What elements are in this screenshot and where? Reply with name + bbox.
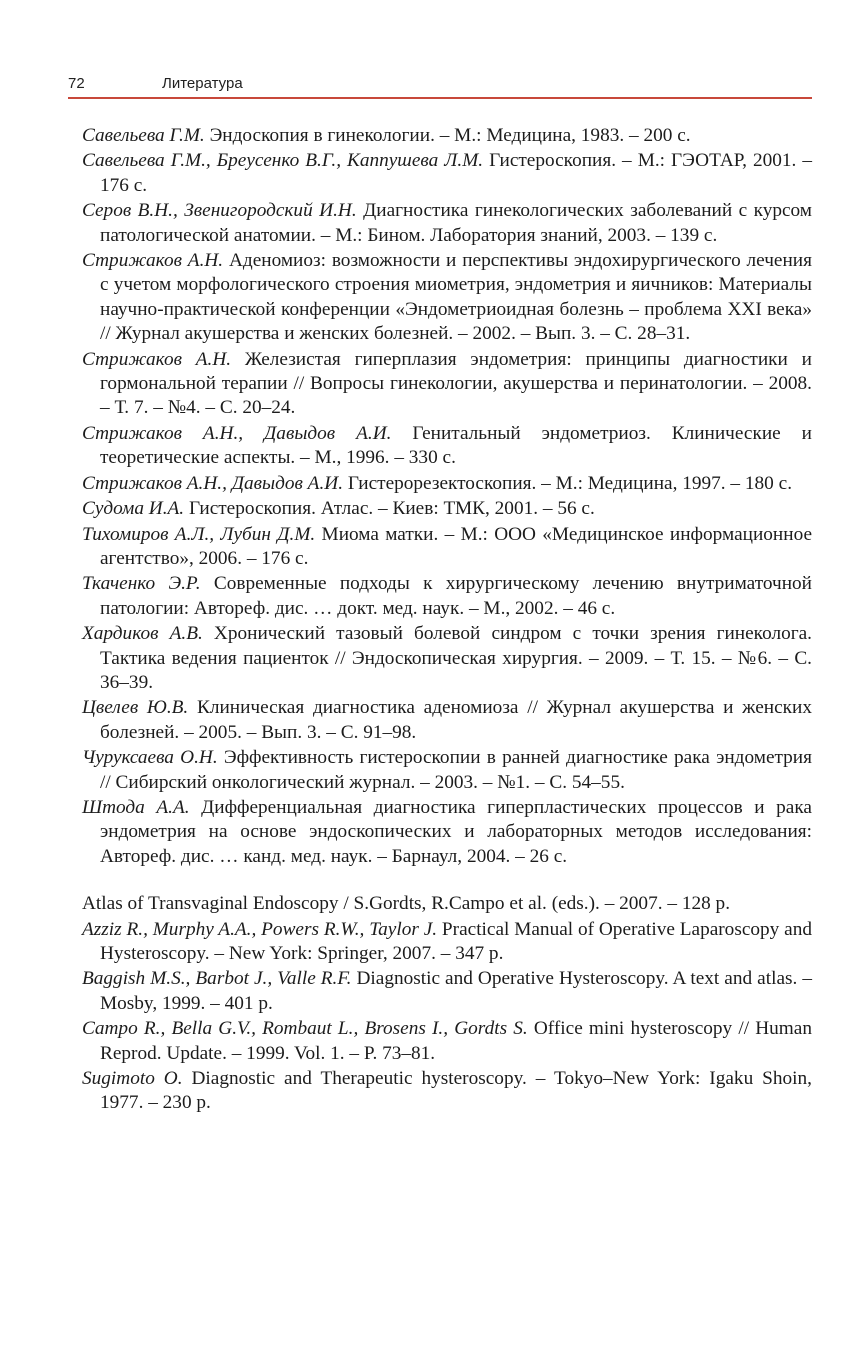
reference-author: Стрижаков А.Н., Давыдов А.И. — [82, 422, 392, 444]
russian-references — [82, 124, 812, 869]
foreign-references — [82, 892, 812, 1116]
reference-text: Аденомиоз: возможности и перспективы эндохирургического лечения с учетом морфологического строения миометрия, эндометрия и яичников: Материалы научно-практической конференции «Эндометриоидная болезнь – проблема XXI века» // Журнал акушерства и женских болезней. – 2002. – Вып. 3. – С. 28–31. — [100, 250, 812, 345]
reference-entry — [82, 199, 812, 248]
reference-text: Practical Manual of Operative Laparoscopy and Hysteroscopy. – New York: Springer, 2007. – 347 p. — [100, 918, 812, 964]
reference-text: Эффективность гистероскопии в ранней диагностике рака эндометрия // Сибирский онкологический журнал. – 2003. – №1. – С. 54–55. — [100, 747, 812, 793]
reference-author: Ткаченко Э.Р. — [82, 573, 201, 595]
reference-author: Штода А.А. — [82, 796, 190, 818]
reference-text: Клиническая диагностика аденомиоза // Журнал акушерства и женских болезней. – 2005. – Вып. 3. – С. 91–98. — [100, 697, 813, 743]
reference-author: Sugimoto O. — [82, 1068, 183, 1090]
reference-entry — [82, 124, 812, 148]
reference-author: Хардиков А.В. — [82, 623, 203, 645]
reference-entry — [82, 149, 812, 198]
reference-entry — [82, 523, 812, 572]
page-header — [68, 72, 812, 100]
bibliography-list — [82, 124, 812, 1117]
reference-entry — [82, 1017, 812, 1066]
reference-author: Стрижаков А.Н., Давыдов А.И. — [82, 472, 344, 494]
reference-entry — [82, 622, 812, 695]
reference-text: Миома матки. – М.: ООО «Медицинское информационное агентство», 2006. – 176 с. — [100, 523, 813, 569]
section-title: Литература — [162, 75, 243, 92]
reference-text: Диагностика гинекологических заболеваний с курсом патологической анатомии. – М.: Бином. Лаборатория знаний, 2003. – 139 с. — [100, 200, 813, 246]
page-number: 72 — [68, 75, 85, 92]
section-spacer — [82, 870, 812, 892]
header-divider — [68, 97, 812, 99]
reference-author: Савельева Г.М. — [82, 125, 205, 146]
reference-text: Железистая гиперплазия эндометрия: принципы диагностики и гормональной терапии // Вопросы гинекологии, акушерства и перинатологии. – 2008. – Т. 7. – №4. – С. 20–24. — [100, 348, 812, 419]
reference-entry — [82, 422, 812, 471]
reference-author: Тихомиров А.Л., Лубин Д.М. — [82, 523, 316, 545]
reference-entry — [82, 746, 812, 795]
reference-text: Diagnostic and Therapeutic hysteroscopy. – Tokyo–New York: Igaku Shoin, 1977. – 230 p. — [100, 1068, 812, 1114]
reference-entry — [82, 967, 812, 1016]
reference-text: Хронический тазовый болевой синдром с точки зрения гинеколога. Тактика ведения пациенток // Эндоскопическая хирургия. – 2009. – Т. 15. – №6. – С. 36–39. — [100, 623, 813, 693]
reference-entry — [82, 472, 812, 496]
reference-entry — [82, 497, 812, 521]
reference-entry — [82, 918, 812, 967]
reference-entry — [82, 892, 812, 916]
reference-text: Гистерорезектоскопия. – М.: Медицина, 1997. – 180 с. — [343, 472, 793, 494]
reference-author: Савельева Г.М., Бреусенко В.Г., Каппушева Л.М. — [82, 150, 484, 172]
reference-author: Baggish M.S., Barbot J., Valle R.F. — [82, 968, 352, 990]
reference-text: Diagnostic and Operative Hysteroscopy. A text and atlas. – Mosby, 1999. – 401 p. — [100, 968, 812, 1014]
reference-entry — [82, 572, 812, 621]
reference-text: Гистероскопия. – М.: ГЭОТАР, 2001. – 176 с. — [100, 150, 812, 196]
reference-author: Чуруксаева О.Н. — [82, 747, 218, 769]
reference-text: Современные подходы к хирургическому лечению внутриматочной патологии: Автореф. дис. … докт. мед. наук. – М., 2002. – 46 с. — [100, 573, 813, 619]
reference-text: Дифференциальная диагностика гиперпластических процессов и рака эндометрия на основе эндоскопических и лабораторных методов исследования: Автореф. дис. … канд. мед. наук. – Барнаул, 2004. – 26 с. — [100, 796, 812, 867]
reference-text: Гистероскопия. Атлас. – Киев: ТМК, 2001. – 56 с. — [184, 498, 595, 520]
reference-author: Судома И.А. — [82, 498, 185, 520]
reference-author: Campo R., Bella G.V., Rombaut L., Brosens I., Gordts S. — [82, 1018, 528, 1040]
reference-entry — [82, 249, 812, 347]
reference-text: Эндоскопия в гинекологии. – М.: Медицина, 1983. – 200 с. — [204, 125, 691, 146]
reference-author: Azziz R., Murphy A.A., Powers R.W., Taylor J. — [82, 918, 438, 940]
reference-entry — [82, 1067, 812, 1116]
reference-entry — [82, 796, 812, 869]
reference-author: Стрижаков А.Н. — [82, 348, 232, 370]
reference-text: Генитальный эндометриоз. Клинические и теоретические аспекты. – М., 1996. – 330 с. — [100, 422, 812, 469]
reference-author: Серов В.Н., Звенигородский И.Н. — [82, 200, 357, 222]
reference-text: Office mini hysteroscopy // Human Reprod. Update. – 1999. Vol. 1. – P. 73–81. — [100, 1018, 812, 1064]
reference-entry — [82, 696, 812, 745]
reference-text: Atlas of Transvaginal Endoscopy / S.Gordts, R.Campo et al. (eds.). – 2007. – 128 p. — [82, 893, 731, 915]
reference-author: Цвелев Ю.В. — [82, 697, 189, 719]
reference-entry — [82, 348, 812, 421]
reference-author: Стрижаков А.Н. — [82, 250, 224, 272]
